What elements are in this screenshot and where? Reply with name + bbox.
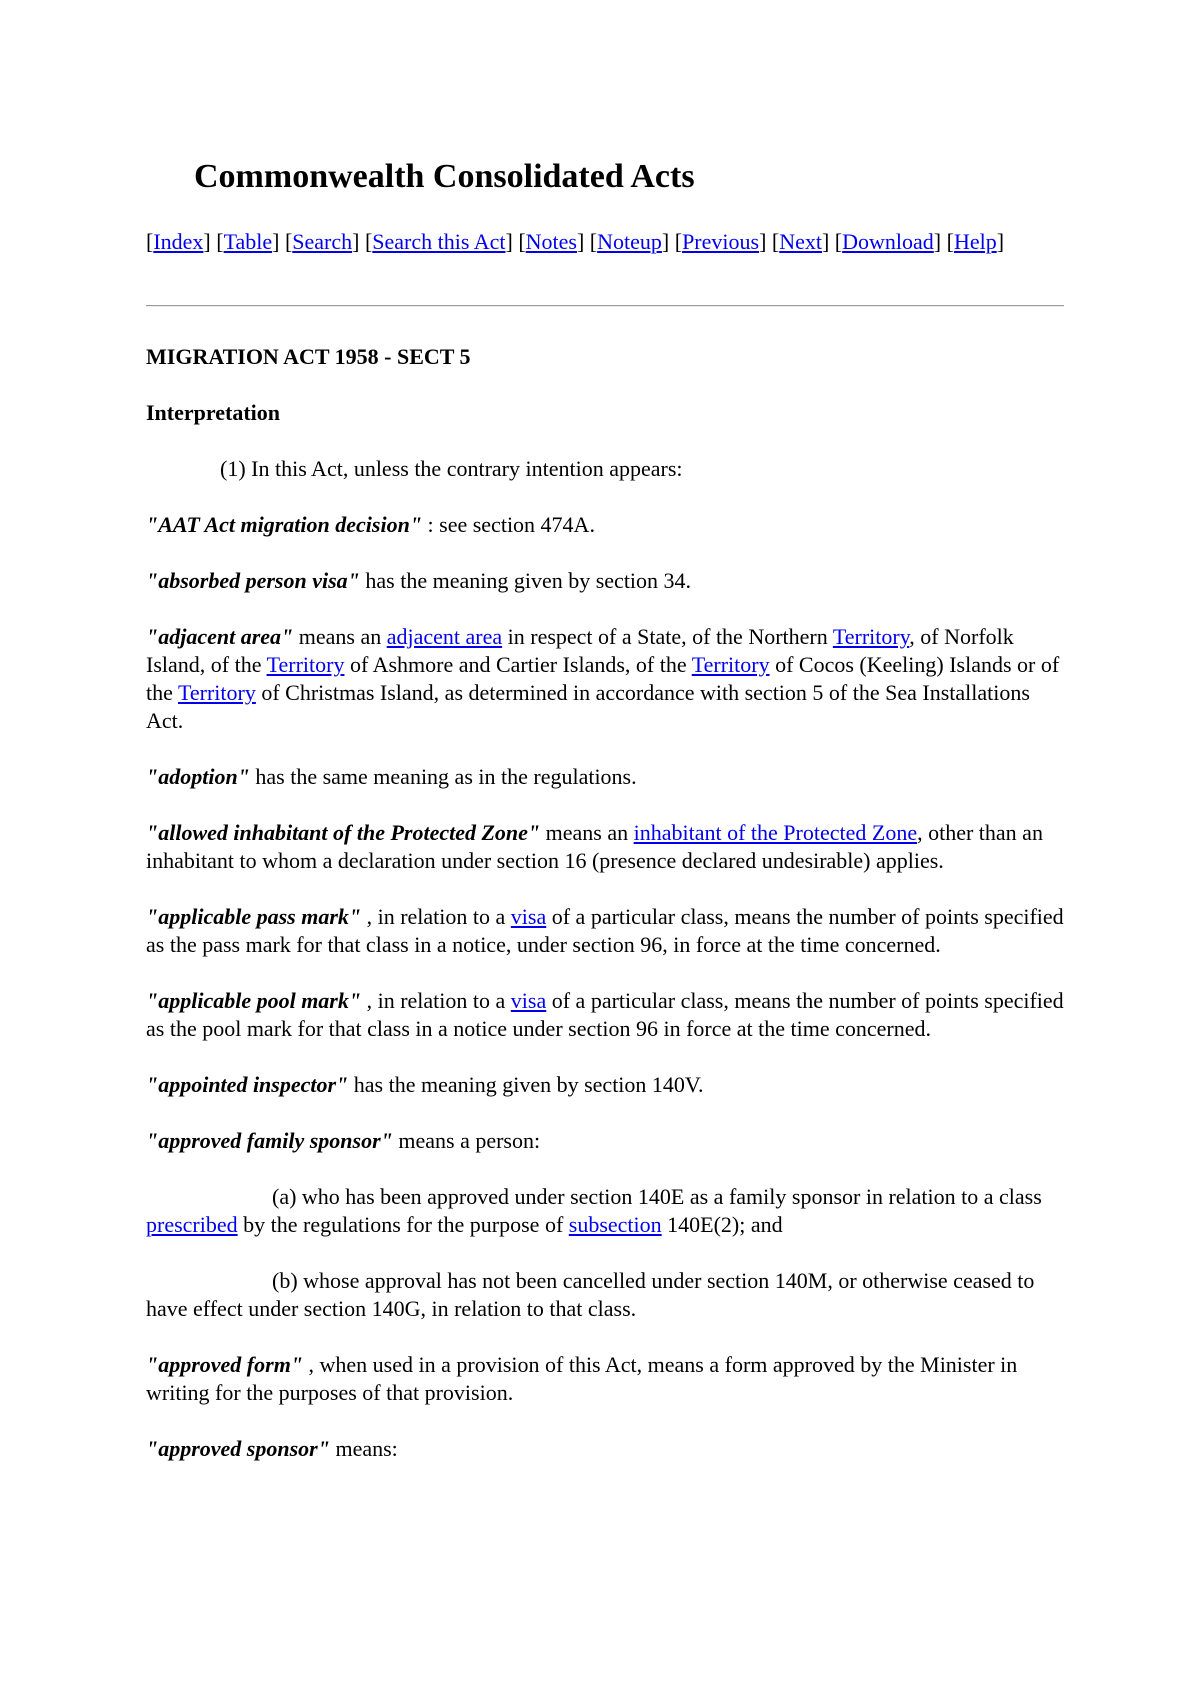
definition-adjacent-area [146,623,1066,735]
definition-text: of Cocos (Keeling) Islands or of the [146,652,1060,705]
section-subheading: Interpretation [146,400,281,425]
definition-aat-act-migration-decision [146,511,1066,539]
definition-allowed-inhabitant [146,819,1066,875]
definition-approved-family-sponsor [146,1127,1066,1155]
link-territory[interactable]: Territory [266,652,345,677]
definition-text: means an [540,820,634,845]
definition-adoption [146,763,1066,791]
definition-text: means: [329,1436,398,1461]
nav-link-previous[interactable]: Previous [682,229,760,254]
definition-text: has the same meaning as in the regulations. [249,764,637,789]
link-territory[interactable]: Territory [832,624,910,649]
definition-text: , other than an inhabitant to whom a declaration under section 16 (presence declared undesirable) applies. [146,820,1043,873]
definition-text: in respect of a State, of the Northern [502,624,833,649]
definition-approved-form [146,1351,1066,1407]
paragraph-text: (a) who has been approved under section 140E as a family sponsor in relation to a class [272,1184,1042,1209]
link-adjacent-area[interactable]: adjacent area [386,624,503,649]
paragraph-text: 140E(2); and [661,1212,783,1237]
definition-text: of Ashmore and Cartier Islands, of the [344,652,692,677]
section-heading: MIGRATION ACT 1958 - SECT 5 [146,344,471,369]
paragraph-a [146,1183,1066,1239]
nav-link-download[interactable]: Download [842,229,934,254]
defined-term: "AAT Act migration decision" [146,512,423,537]
definition-text: , in relation to a [361,904,511,929]
link-prescribed[interactable]: prescribed [146,1212,238,1237]
definition-absorbed-person-visa [146,567,1066,595]
definition-text: of Christmas Island, as determined in accordance with section 5 of the Sea Installations Act. [146,680,1030,733]
definition-text: : see section 474A. [422,512,595,537]
defined-term: "approved family sponsor" [146,1128,393,1153]
defined-term: "appointed inspector" [146,1072,349,1097]
link-visa[interactable]: visa [510,904,547,929]
definition-text: , of Norfolk Island, of the [146,624,1014,677]
nav-link-table[interactable]: Table [223,229,273,254]
site-title: Commonwealth Consolidated Acts [194,158,695,195]
paragraph-text: by the regulations for the purpose of [237,1212,569,1237]
nav-link-noteup[interactable]: Noteup [597,229,662,254]
definition-text: means an [293,624,387,649]
paragraph-b: (b) whose approval has not been cancelled under section 140M, or otherwise ceased to have effect under section 140G, in relation to that class. [146,1268,1035,1321]
subsection-intro: (1) In this Act, unless the contrary intention appears: [220,456,683,481]
link-inhabitant-of-the-protected-zone[interactable]: inhabitant of the Protected Zone [633,820,918,845]
section-content [146,343,1066,1491]
link-territory[interactable]: Territory [177,680,256,705]
link-territory[interactable]: Territory [691,652,770,677]
nav-link-help[interactable]: Help [953,229,997,254]
link-subsection[interactable]: subsection [568,1212,662,1237]
defined-term: "approved form" [146,1352,304,1377]
definition-text: means a person: [392,1128,541,1153]
defined-term: "absorbed person visa" [146,568,360,593]
nav-link-search-this-act[interactable]: Search this Act [372,229,506,254]
defined-term: "adjacent area" [146,624,294,649]
definition-text: has the meaning given by section 140V. [348,1072,704,1097]
definition-applicable-pass-mark [146,903,1066,959]
definition-approved-sponsor [146,1435,1066,1463]
defined-term: "applicable pass mark" [146,904,362,929]
definition-text: of a particular class, means the number of points specified as the pass mark for that class in a notice, under section 96, in force at the time concerned. [146,904,1064,957]
navigation-bar: [Index] [Table] [Search] [Search this Act] [Notes] [Noteup] [Previous] [Next] [Download] [Help] [146,229,1005,254]
definition-appointed-inspector [146,1071,1066,1099]
defined-term: "applicable pool mark" [146,988,362,1013]
defined-term: "approved sponsor" [146,1436,330,1461]
defined-term: "allowed inhabitant of the Protected Zone" [146,820,541,845]
definition-text: of a particular class, means the number of points specified as the pool mark for that class in a notice under section 96 in force at the time concerned. [146,988,1064,1041]
horizontal-divider [146,305,1064,307]
defined-term: "adoption" [146,764,250,789]
definition-text: , when used in a provision of this Act, means a form approved by the Minister in writing for the purposes of that provision. [146,1352,1018,1405]
nav-link-notes[interactable]: Notes [525,229,577,254]
nav-link-index[interactable]: Index [153,229,204,254]
definition-text: , in relation to a [361,988,511,1013]
definition-text: has the meaning given by section 34. [359,568,692,593]
nav-link-next[interactable]: Next [779,229,822,254]
definition-applicable-pool-mark [146,987,1066,1043]
nav-link-search[interactable]: Search [292,229,353,254]
link-visa[interactable]: visa [510,988,547,1013]
